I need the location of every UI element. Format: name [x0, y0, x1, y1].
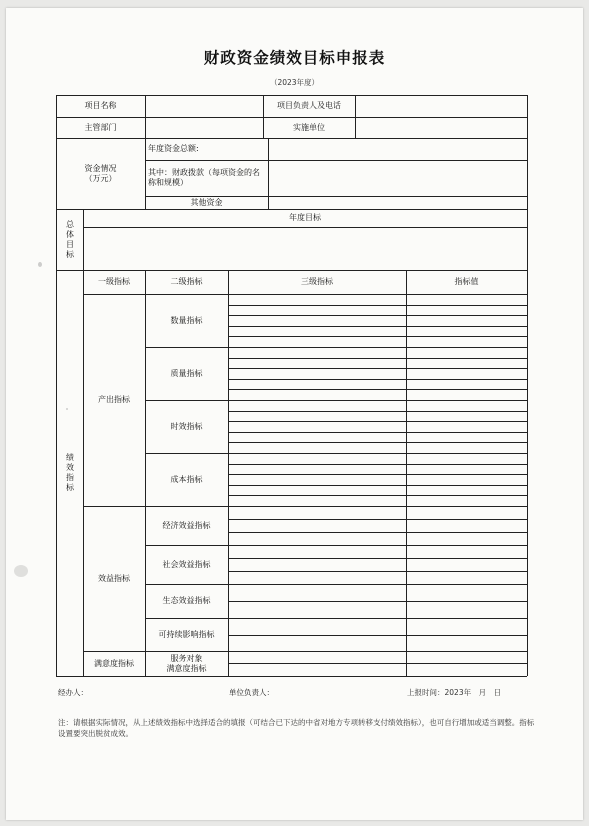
label-overall-goal: 总体目标 — [65, 219, 75, 260]
table-rule — [228, 571, 527, 572]
table-rule — [406, 270, 407, 676]
label-output-indicators: 产出指标 — [98, 395, 130, 404]
page-title: 财政资金绩效目标申报表 — [203, 48, 386, 67]
label-social: 社会效益指标 — [162, 559, 211, 569]
label-other-funds: 其他资金 — [190, 197, 223, 207]
input-implementer[interactable] — [355, 117, 527, 138]
unit-head-label: 单位负责人： — [229, 688, 274, 697]
table-rule — [228, 411, 527, 412]
table-rule — [228, 601, 527, 602]
label-economic: 经济效益指标 — [162, 520, 211, 530]
label-quality: 质量指标 — [170, 368, 203, 378]
col-value: 指标值 — [454, 277, 479, 286]
table-rule — [228, 495, 527, 496]
scan-speck — [66, 408, 68, 410]
table-rule — [228, 485, 527, 486]
label-sustainable: 可持续影响指标 — [158, 629, 215, 639]
table-rule — [228, 663, 527, 664]
footnote: 注：请根据实际情况，从上述绩效指标中选择适合的填报（可结合已下达的中省对地方专项转移支付绩效指标），也可自行增加或适当调整。指标设置要突出脱贫成效。 — [58, 718, 535, 738]
table-rule — [228, 421, 527, 422]
table-rule — [228, 558, 527, 559]
table-rule — [228, 305, 527, 306]
col-level1: 一级指标 — [98, 277, 130, 286]
scan-speck — [14, 565, 28, 577]
input-fiscal-allocation[interactable] — [268, 160, 527, 196]
table-rule — [228, 379, 527, 380]
label-annual-total: 年度资金总额: — [148, 144, 199, 153]
scan-speck — [38, 262, 42, 267]
input-annual-goal[interactable] — [83, 227, 527, 270]
label-annual-goal: 年度目标 — [289, 213, 321, 222]
table-rule — [228, 635, 527, 636]
label-project-name: 项目名称 — [84, 101, 117, 110]
table-rule — [228, 315, 527, 316]
report-time-label: 上报时间：2023年 月 日 — [407, 688, 502, 697]
table-rule — [228, 519, 527, 520]
input-annual-total[interactable] — [268, 138, 527, 160]
table-rule — [228, 442, 527, 443]
label-implementer: 实施单位 — [293, 122, 325, 132]
label-timeliness: 时效指标 — [170, 421, 203, 431]
input-supervisor-dept[interactable] — [145, 117, 263, 138]
col-level2: 二级指标 — [170, 277, 203, 286]
label-cost: 成本指标 — [170, 474, 203, 484]
table-rule — [56, 676, 527, 677]
col-level3: 三级指标 — [301, 277, 333, 286]
label-ecological: 生态效益指标 — [162, 596, 211, 605]
label-benefit-indicators: 效益指标 — [98, 573, 130, 583]
input-project-name[interactable] — [145, 95, 263, 117]
label-fiscal-allocation: 其中：财政拨款（每项资金的名称和规模） — [148, 168, 260, 187]
table-rule — [228, 358, 527, 359]
label-project-owner-phone: 项目负责人及电话 — [277, 101, 341, 110]
label-service-target-satisfaction: 服务对象 满意度指标 — [166, 653, 207, 673]
label-fund-status: 资金情况 （万元） — [84, 163, 117, 183]
year-note: （2023年度） — [269, 78, 320, 87]
label-supervisor-dept: 主管部门 — [84, 122, 117, 132]
table-rule — [228, 326, 527, 327]
table-rule — [228, 432, 527, 433]
table-rule — [228, 336, 527, 337]
table-rule — [527, 95, 528, 676]
input-other-funds[interactable] — [268, 196, 527, 209]
table-rule — [228, 532, 527, 533]
label-satisfaction-indicators: 满意度指标 — [94, 658, 134, 668]
table-rule — [228, 389, 527, 390]
table-rule — [228, 368, 527, 369]
table-rule — [228, 474, 527, 475]
handler-label: 经办人： — [58, 688, 88, 697]
table-rule — [228, 464, 527, 465]
table-rule — [228, 270, 229, 676]
input-project-owner-phone[interactable] — [355, 95, 527, 117]
label-performance-indicators: 绩效指标 — [65, 453, 75, 493]
label-quantity: 数量指标 — [170, 315, 203, 325]
